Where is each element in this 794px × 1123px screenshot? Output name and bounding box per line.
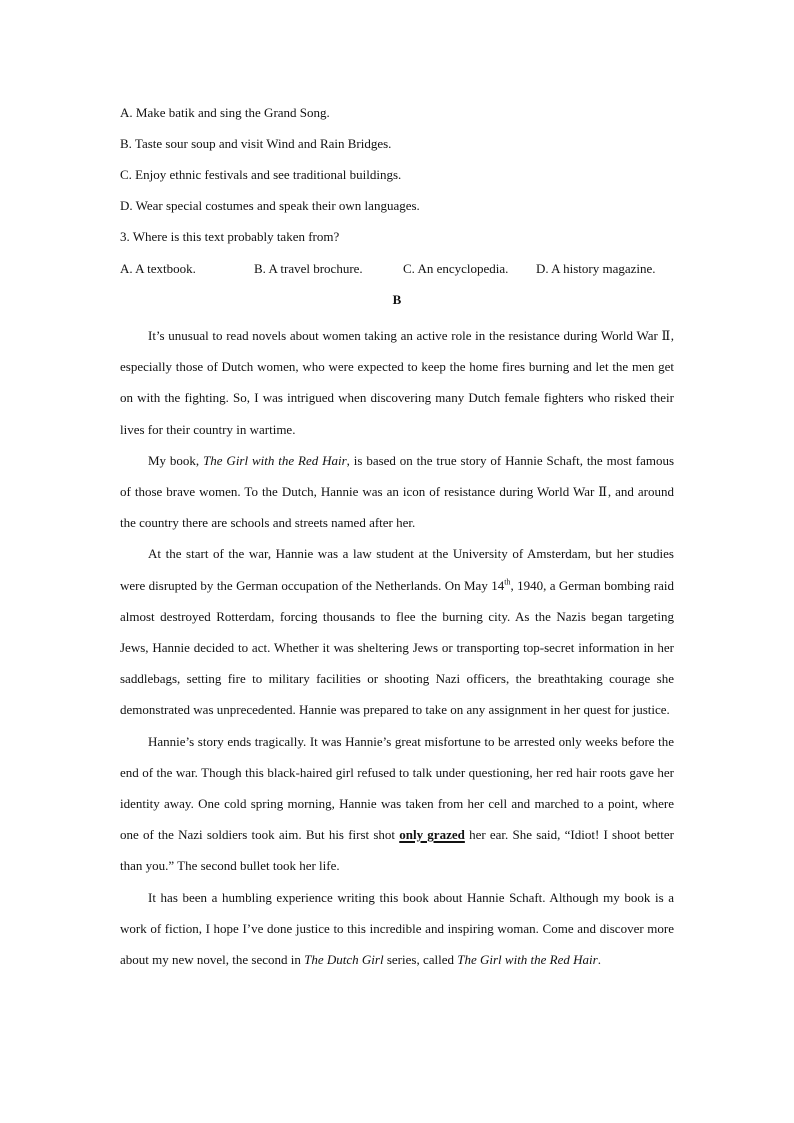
q2-option-b: B. Taste sour soup and visit Wind and Rain Bridges.	[120, 136, 392, 151]
paragraph-4-text-cont: her ear. She said, “Idiot! I shoot better than you.” The second bullet took her life.	[120, 827, 675, 874]
paragraph-5-text-cont: series, called	[383, 952, 458, 968]
paragraph-1: It’s unusual to read novels about women taking an active role in the resistance during World War Ⅱ, especially those of Dutch women, who were expected to keep the home fires burning and let the men get on with the fighting. So, I was intrigued when discovering many Dutch female fighters who risked their lives for their country in wartime.	[120, 328, 674, 437]
paragraph-5	[120, 882, 674, 976]
book-title: The Girl with the Red Hair	[203, 452, 347, 468]
paragraph-2-text: My book,	[148, 452, 204, 468]
paragraph-5-end: .	[597, 952, 601, 968]
q2-option-d: D. Wear special costumes and speak their own languages.	[120, 198, 420, 213]
passage-body	[120, 320, 674, 975]
q3-option-c: C. An encyclopedia.	[403, 261, 509, 276]
paragraph-2-text-cont: , is based on the true story of Hannie Schaft, the most famous of those brave women. To the Dutch, Hannie was an icon of resistance during World War Ⅱ, and around the country there are schools and streets named after her.	[120, 452, 675, 531]
q3-option-b: B. A travel brochure.	[254, 261, 363, 276]
q2-option-c: C. Enjoy ethnic festivals and see traditional buildings.	[120, 167, 402, 182]
novel-title: The Girl with the Red Hair	[457, 952, 598, 968]
paragraph-4-text: Hannie’s story ends tragically. It was Hannie’s great misfortune to be arrested only weeks before the end of the war. Though this black-haired girl refused to talk under questioning, her red hair roots gave her identity away. One cold spring morning, Hannie was taken from her cell and marched to a point, where one of the Nazi soldiers took aim. But his first shot	[120, 733, 674, 843]
paragraph-3-text-cont: , 1940, a German bombing raid almost destroyed Rotterdam, forcing thousands to flee the burning city. As the Nazis began targeting Jews, Hannie decided to act. Whether it was sheltering Jews or transporting top-secret information in her saddlebags, setting fire to military facilities or shooting Nazi officers, the breathtaking courage she demonstrated was unprecedented. Hannie was prepared to take on any assignment in her quest for justice.	[120, 577, 675, 718]
paragraph-2	[120, 445, 674, 539]
q3-question: 3. Where is this text probably taken from?	[120, 229, 340, 244]
paragraph-3-text: At the start of the war, Hannie was a law student at the University of Amsterdam, but her studies were disrupted by the German occupation of the Netherlands. On May 14	[120, 546, 674, 593]
q3-option-a: A. A textbook.	[120, 261, 196, 276]
section-heading: B	[392, 292, 402, 307]
paragraph-4	[120, 726, 674, 882]
paragraph-3	[120, 538, 674, 725]
series-title: The Dutch Girl	[304, 952, 384, 968]
underlined-phrase: only grazed	[399, 827, 465, 843]
q3-option-d: D. A history magazine.	[536, 261, 656, 276]
q2-option-a: A. Make batik and sing the Grand Song.	[120, 105, 330, 120]
paragraph-5-text: It has been a humbling experience writing this book about Hannie Schaft. Although my book is a work of fiction, I hope I’ve done justice to this incredible and inspiring woman. Come and discover more about my new novel, the second in	[120, 889, 674, 968]
ordinal-suffix: th	[504, 577, 511, 587]
